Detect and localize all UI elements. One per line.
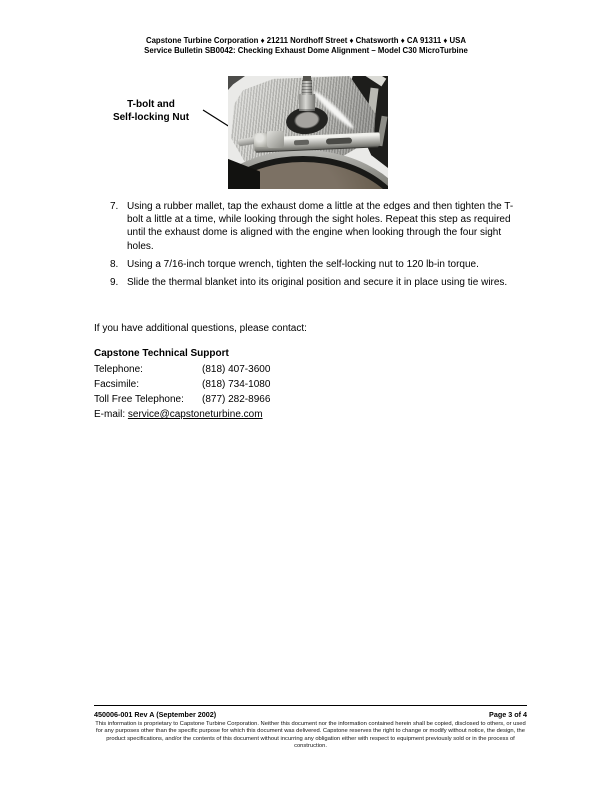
step-number: 9.: [110, 277, 119, 289]
step-number: 8.: [110, 258, 119, 270]
photo-clamp-slot: [294, 140, 309, 146]
contact-label: Telephone:: [94, 364, 143, 375]
contact-value: (818) 407-3600: [202, 364, 271, 375]
contact-row-email: [94, 408, 263, 421]
contact-value: (877) 282-8966: [202, 394, 271, 405]
footer-page-number: Page 3 of 4: [489, 710, 527, 719]
step-item-9: [110, 276, 522, 289]
header-company-line: Capstone Turbine Corporation ♦ 21211 Nordhoff Street ♦ Chatsworth ♦ CA 91311 ♦ USA: [145, 36, 467, 45]
procedure-steps: [110, 200, 522, 294]
header-bulletin-line: Service Bulletin SB0042: Checking Exhaust Dome Alignment – Model C30 MicroTurbine: [144, 46, 468, 55]
email-label: E-mail:: [94, 409, 126, 420]
footer-rule: [94, 705, 527, 706]
step-item-8: [110, 258, 522, 271]
photo-detail-corner: [228, 76, 245, 90]
photo-stud: [299, 94, 315, 111]
photo-clamp-slot: [326, 137, 352, 144]
contact-label: Toll Free Telephone:: [94, 394, 184, 405]
callout-line-1: T-bolt and: [127, 99, 175, 110]
contact-row-telephone: [94, 363, 434, 376]
step-text: Slide the thermal blanket into its original position and secure it in place using tie wires.: [127, 277, 508, 289]
photo-stud: [303, 76, 311, 81]
contact-row-facsimile: [94, 378, 434, 391]
photo-self-locking-nut: [254, 133, 268, 147]
contact-intro: If you have additional questions, please contact:: [94, 323, 307, 334]
photo-callout-label: [104, 99, 198, 124]
contact-row-tollfree: [94, 393, 434, 406]
contact-heading: Capstone Technical Support: [94, 348, 229, 359]
photo-stud: [302, 80, 312, 95]
step-text: Using a rubber mallet, tap the exhaust dome a little at the edges and then tighten the T-bolt a little at a time, while looking through the sight holes. Repeat this step as required until the exhaust dome is aligned with the engine when looking through the four sight holes.: [127, 201, 514, 252]
photo-clamp-lug: [267, 131, 284, 148]
footer-doc-id: 450006-001 Rev A (September 2002): [94, 710, 217, 719]
exhaust-dome-photo: [228, 76, 388, 189]
email-link[interactable]: service@capstoneturbine.com: [127, 409, 263, 420]
step-text: Using a 7/16-inch torque wrench, tighten the self-locking nut to 120 lb-in torque.: [127, 258, 479, 270]
contact-label: Facsimile:: [94, 379, 140, 390]
step-item-7: [110, 200, 522, 253]
step-number: 7.: [110, 201, 119, 212]
footer-legal-text: This information is proprietary to Capstone Turbine Corporation. Neither this document nor the information contained herein shall be copied, disclosed to others, or used for any purposes other than the specific purpose for which this document was delivered. Capstone reserves the right to change or modify without notice, the design, the product specifications, and/or the contents of this document without incurring any obligation either with respect to equipment previously sold or in the process of construction.: [95, 721, 526, 750]
contact-value: (818) 734-1080: [202, 379, 271, 390]
callout-line-2: Self-locking Nut: [112, 111, 190, 123]
